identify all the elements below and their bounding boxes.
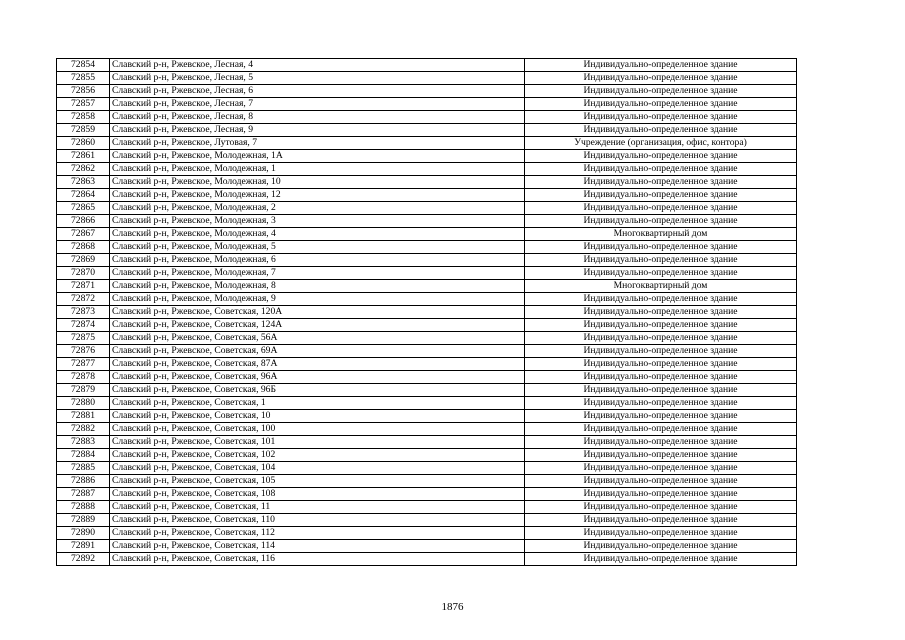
record-id-cell: 72889 (57, 514, 110, 527)
address-cell: Славский р-н, Ржевское, Советская, 110 (110, 514, 525, 527)
record-id-cell: 72885 (57, 462, 110, 475)
table-row (57, 85, 797, 98)
record-id-cell: 72869 (57, 254, 110, 267)
object-type-cell: Индивидуально-определенное здание (525, 163, 797, 176)
object-type-cell: Индивидуально-определенное здание (525, 176, 797, 189)
table-row (57, 215, 797, 228)
address-cell: Славский р-н, Ржевское, Лесная, 8 (110, 111, 525, 124)
table-row (57, 124, 797, 137)
table-row (57, 72, 797, 85)
object-type-cell: Индивидуально-определенное здание (525, 267, 797, 280)
table-row (57, 228, 797, 241)
page-number: 1876 (441, 601, 464, 613)
object-type-cell: Индивидуально-определенное здание (525, 215, 797, 228)
address-cell: Славский р-н, Ржевское, Молодежная, 2 (110, 202, 525, 215)
table-row (57, 98, 797, 111)
object-type-cell: Индивидуально-определенное здание (525, 527, 797, 540)
record-id-cell: 72861 (57, 150, 110, 163)
object-type-cell: Индивидуально-определенное здание (525, 150, 797, 163)
record-id-cell: 72872 (57, 293, 110, 306)
address-cell: Славский р-н, Ржевское, Советская, 116 (110, 553, 525, 566)
table-row (57, 150, 797, 163)
object-type-cell: Индивидуально-определенное здание (525, 371, 797, 384)
object-type-cell: Индивидуально-определенное здание (525, 345, 797, 358)
record-id-cell: 72858 (57, 111, 110, 124)
table-row (57, 202, 797, 215)
object-type-cell: Учреждение (организация, офис, контора) (525, 137, 797, 150)
address-cell: Славский р-н, Ржевское, Советская, 96А (110, 371, 525, 384)
table-row (57, 137, 797, 150)
table-row (57, 306, 797, 319)
table-row (57, 332, 797, 345)
record-id-cell: 72890 (57, 527, 110, 540)
object-type-cell: Индивидуально-определенное здание (525, 202, 797, 215)
address-cell: Славский р-н, Ржевское, Лесная, 6 (110, 85, 525, 98)
table-row (57, 59, 797, 72)
record-id-cell: 72883 (57, 436, 110, 449)
record-id-cell: 72884 (57, 449, 110, 462)
record-id-cell: 72871 (57, 280, 110, 293)
record-id-cell: 72868 (57, 241, 110, 254)
object-type-cell: Многоквартирный дом (525, 280, 797, 293)
address-cell: Славский р-н, Ржевское, Молодежная, 5 (110, 241, 525, 254)
record-id-cell: 72887 (57, 488, 110, 501)
record-id-cell: 72862 (57, 163, 110, 176)
address-cell: Славский р-н, Ржевское, Советская, 108 (110, 488, 525, 501)
table-row (57, 358, 797, 371)
record-id-cell: 72859 (57, 124, 110, 137)
object-type-cell: Индивидуально-определенное здание (525, 384, 797, 397)
record-id-cell: 72863 (57, 176, 110, 189)
address-cell: Славский р-н, Ржевское, Советская, 114 (110, 540, 525, 553)
object-type-cell: Индивидуально-определенное здание (525, 98, 797, 111)
table-row (57, 163, 797, 176)
table-row (57, 436, 797, 449)
table-row (57, 501, 797, 514)
record-id-cell: 72876 (57, 345, 110, 358)
object-type-cell: Индивидуально-определенное здание (525, 423, 797, 436)
table-row (57, 514, 797, 527)
table-row (57, 267, 797, 280)
address-cell: Славский р-н, Ржевское, Молодежная, 9 (110, 293, 525, 306)
record-id-cell: 72880 (57, 397, 110, 410)
address-cell: Славский р-н, Ржевское, Молодежная, 4 (110, 228, 525, 241)
table-row (57, 553, 797, 566)
table-row (57, 280, 797, 293)
object-type-cell: Индивидуально-определенное здание (525, 462, 797, 475)
record-id-cell: 72877 (57, 358, 110, 371)
address-cell: Славский р-н, Ржевское, Молодежная, 6 (110, 254, 525, 267)
object-type-cell: Индивидуально-определенное здание (525, 514, 797, 527)
property-registry-table (56, 58, 797, 566)
object-type-cell: Индивидуально-определенное здание (525, 475, 797, 488)
address-cell: Славский р-н, Ржевское, Молодежная, 7 (110, 267, 525, 280)
address-cell: Славский р-н, Ржевское, Лесная, 5 (110, 72, 525, 85)
object-type-cell: Индивидуально-определенное здание (525, 436, 797, 449)
table-row (57, 384, 797, 397)
table-row (57, 189, 797, 202)
record-id-cell: 72881 (57, 410, 110, 423)
object-type-cell: Индивидуально-определенное здание (525, 449, 797, 462)
table-row (57, 410, 797, 423)
record-id-cell: 72873 (57, 306, 110, 319)
address-cell: Славский р-н, Ржевское, Лесная, 9 (110, 124, 525, 137)
object-type-cell: Индивидуально-определенное здание (525, 254, 797, 267)
record-id-cell: 72886 (57, 475, 110, 488)
record-id-cell: 72888 (57, 501, 110, 514)
record-id-cell: 72870 (57, 267, 110, 280)
object-type-cell: Индивидуально-определенное здание (525, 241, 797, 254)
address-cell: Славский р-н, Ржевское, Молодежная, 1А (110, 150, 525, 163)
address-cell: Славский р-н, Ржевское, Советская, 104 (110, 462, 525, 475)
record-id-cell: 72866 (57, 215, 110, 228)
record-id-cell: 72854 (57, 59, 110, 72)
object-type-cell: Индивидуально-определенное здание (525, 488, 797, 501)
table-row (57, 371, 797, 384)
object-type-cell: Индивидуально-определенное здание (525, 319, 797, 332)
address-cell: Славский р-н, Ржевское, Молодежная, 8 (110, 280, 525, 293)
address-cell: Славский р-н, Ржевское, Молодежная, 12 (110, 189, 525, 202)
object-type-cell: Индивидуально-определенное здание (525, 397, 797, 410)
object-type-cell: Индивидуально-определенное здание (525, 332, 797, 345)
registry-table-body (57, 59, 797, 566)
address-cell: Славский р-н, Ржевское, Советская, 124А (110, 319, 525, 332)
address-cell: Славский р-н, Ржевское, Советская, 100 (110, 423, 525, 436)
object-type-cell: Индивидуально-определенное здание (525, 306, 797, 319)
record-id-cell: 72864 (57, 189, 110, 202)
address-cell: Славский р-н, Ржевское, Советская, 69А (110, 345, 525, 358)
address-cell: Славский р-н, Ржевское, Советская, 56А (110, 332, 525, 345)
object-type-cell: Индивидуально-определенное здание (525, 553, 797, 566)
address-cell: Славский р-н, Ржевское, Молодежная, 10 (110, 176, 525, 189)
record-id-cell: 72856 (57, 85, 110, 98)
record-id-cell: 72882 (57, 423, 110, 436)
address-cell: Славский р-н, Ржевское, Советская, 102 (110, 449, 525, 462)
address-cell: Славский р-н, Ржевское, Советская, 105 (110, 475, 525, 488)
table-row (57, 176, 797, 189)
address-cell: Славский р-н, Ржевское, Советская, 11 (110, 501, 525, 514)
address-cell: Славский р-н, Ржевское, Советская, 120А (110, 306, 525, 319)
object-type-cell: Индивидуально-определенное здание (525, 293, 797, 306)
object-type-cell: Индивидуально-определенное здание (525, 540, 797, 553)
address-cell: Славский р-н, Ржевское, Молодежная, 3 (110, 215, 525, 228)
object-type-cell: Индивидуально-определенное здание (525, 501, 797, 514)
table-row (57, 462, 797, 475)
object-type-cell: Многоквартирный дом (525, 228, 797, 241)
record-id-cell: 72892 (57, 553, 110, 566)
record-id-cell: 72878 (57, 371, 110, 384)
table-row (57, 397, 797, 410)
table-row (57, 488, 797, 501)
object-type-cell: Индивидуально-определенное здание (525, 85, 797, 98)
table-row (57, 241, 797, 254)
table-row (57, 423, 797, 436)
address-cell: Славский р-н, Ржевское, Советская, 112 (110, 527, 525, 540)
record-id-cell: 72891 (57, 540, 110, 553)
address-cell: Славский р-н, Ржевское, Молодежная, 1 (110, 163, 525, 176)
record-id-cell: 72867 (57, 228, 110, 241)
address-cell: Славский р-н, Ржевское, Лесная, 4 (110, 59, 525, 72)
object-type-cell: Индивидуально-определенное здание (525, 410, 797, 423)
object-type-cell: Индивидуально-определенное здание (525, 124, 797, 137)
address-cell: Славский р-н, Ржевское, Советская, 101 (110, 436, 525, 449)
address-cell: Славский р-н, Ржевское, Советская, 96Б (110, 384, 525, 397)
object-type-cell: Индивидуально-определенное здание (525, 189, 797, 202)
address-cell: Славский р-н, Ржевское, Советская, 1 (110, 397, 525, 410)
address-cell: Славский р-н, Ржевское, Советская, 87А (110, 358, 525, 371)
record-id-cell: 72879 (57, 384, 110, 397)
table-row (57, 319, 797, 332)
table-row (57, 254, 797, 267)
record-id-cell: 72874 (57, 319, 110, 332)
record-id-cell: 72855 (57, 72, 110, 85)
table-row (57, 111, 797, 124)
object-type-cell: Индивидуально-определенное здание (525, 358, 797, 371)
table-row (57, 540, 797, 553)
address-cell: Славский р-н, Ржевское, Лесная, 7 (110, 98, 525, 111)
object-type-cell: Индивидуально-определенное здание (525, 72, 797, 85)
table-row (57, 293, 797, 306)
table-row (57, 345, 797, 358)
object-type-cell: Индивидуально-определенное здание (525, 111, 797, 124)
record-id-cell: 72865 (57, 202, 110, 215)
address-cell: Славский р-н, Ржевское, Советская, 10 (110, 410, 525, 423)
address-cell: Славский р-н, Ржевское, Лутовая, 7 (110, 137, 525, 150)
table-row (57, 527, 797, 540)
record-id-cell: 72860 (57, 137, 110, 150)
table-row (57, 475, 797, 488)
table-row (57, 449, 797, 462)
object-type-cell: Индивидуально-определенное здание (525, 59, 797, 72)
record-id-cell: 72875 (57, 332, 110, 345)
record-id-cell: 72857 (57, 98, 110, 111)
